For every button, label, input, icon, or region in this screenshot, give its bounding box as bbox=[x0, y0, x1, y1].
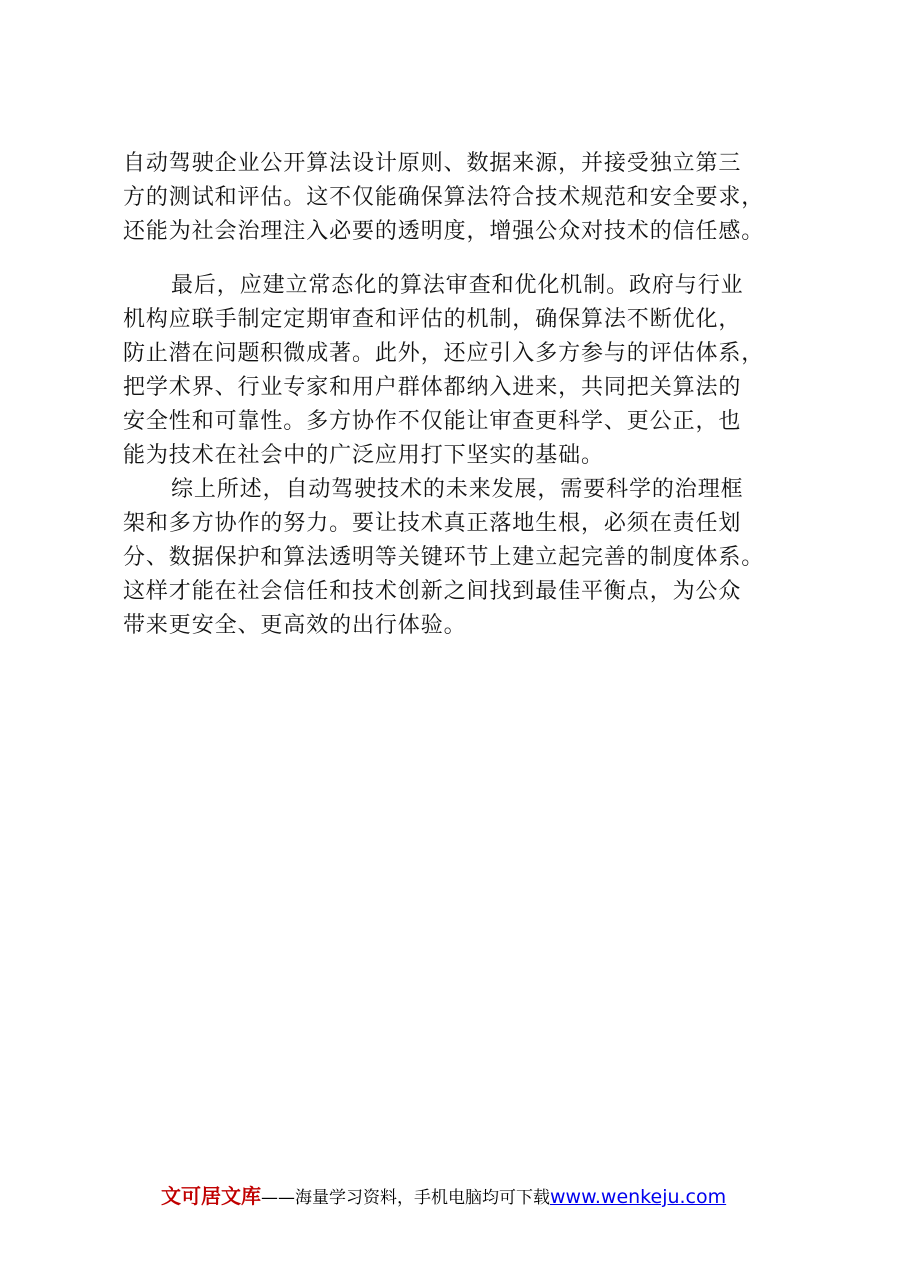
paragraph-2 bbox=[123, 269, 803, 473]
text-line: 最后，应建立常态化的算法审查和优化机制。政府与行业 bbox=[171, 273, 744, 298]
text-line: 自动驾驶企业公开算法设计原则、数据来源，并接受独立第三 bbox=[123, 151, 742, 176]
text-line: 分、数据保护和算法透明等关键环节上建立起完善的制度体系。 bbox=[123, 545, 765, 570]
text-line: 能为技术在社会中的广泛应用打下坚实的基础。 bbox=[123, 443, 604, 468]
text-line: 把学术界、行业专家和用户群体都纳入进来，共同把关算法的 bbox=[123, 375, 742, 400]
paragraph-3 bbox=[123, 473, 803, 643]
text-line: 防止潜在问题积微成著。此外，还应引入多方参与的评估体系， bbox=[123, 341, 765, 366]
text-line: 综上所述，自动驾驶技术的未来发展，需要科学的治理框 bbox=[171, 477, 744, 502]
footer-banner bbox=[161, 1181, 801, 1213]
footer-slogan: ——海量学习资料，手机电脑均可下载 bbox=[261, 1188, 550, 1208]
paragraph-1 bbox=[123, 147, 803, 249]
paragraph-gap bbox=[123, 249, 803, 259]
brand-name: 文可居文库 bbox=[161, 1184, 261, 1208]
website-link[interactable]: www.wenkeju.com bbox=[550, 1186, 727, 1208]
text-line: 这样才能在社会信任和技术创新之间找到最佳平衡点，为公众 bbox=[123, 579, 742, 604]
text-line: 方的测试和评估。这不仅能确保算法符合技术规范和安全要求， bbox=[123, 185, 765, 210]
paragraph-gap bbox=[123, 259, 803, 269]
text-line: 安全性和可靠性。多方协作不仅能让审查更科学、更公正，也 bbox=[123, 409, 742, 434]
text-line: 还能为社会治理注入必要的透明度，增强公众对技术的信任感。 bbox=[123, 219, 765, 244]
text-line: 架和多方协作的努力。要让技术真正落地生根，必须在责任划 bbox=[123, 511, 742, 536]
document-body bbox=[123, 147, 803, 643]
text-line: 带来更安全、更高效的出行体验。 bbox=[123, 613, 467, 638]
text-line: 机构应联手制定定期审查和评估的机制，确保算法不断优化， bbox=[123, 307, 742, 332]
